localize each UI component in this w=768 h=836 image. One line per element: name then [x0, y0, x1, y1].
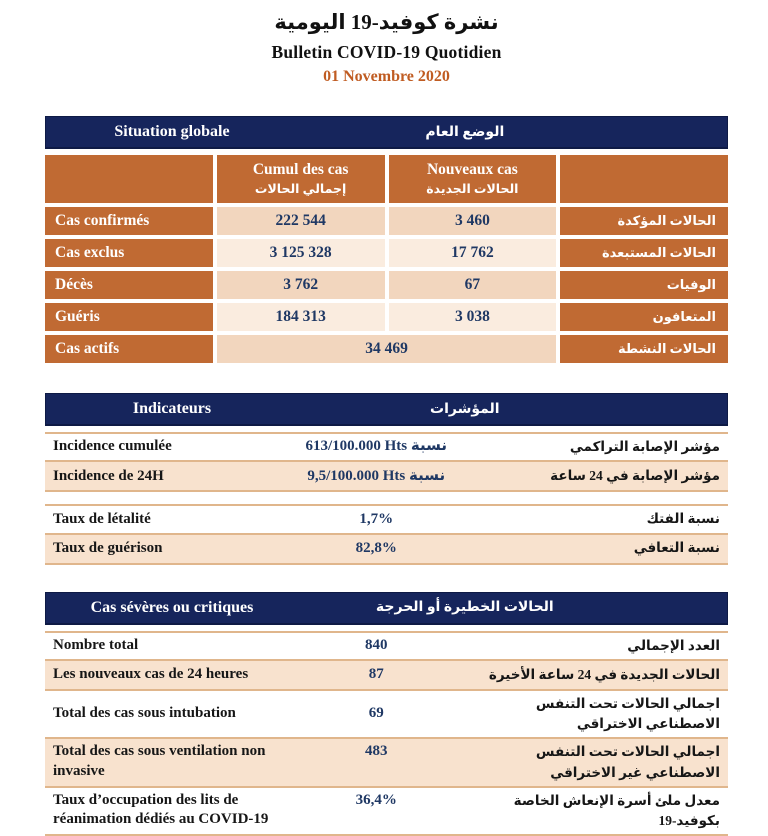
cell-cumul: 3 762 [217, 271, 385, 299]
row-label-fr: Guéris [45, 303, 213, 331]
row-label-fr: Cas exclus [45, 239, 213, 267]
row-incidence-24h [45, 462, 728, 492]
rows-group-gap [45, 492, 728, 504]
value-suffix-arabic: نسبة [409, 468, 445, 484]
row-label-ar: الحالات المستبعدة [560, 239, 728, 267]
row-label-ar: الحالات المؤكدة [560, 207, 728, 235]
section-header-situation [45, 116, 728, 149]
cell-nouveaux: 17 762 [389, 239, 557, 267]
section-header-indicateurs [45, 393, 728, 426]
row-nombre-total [45, 631, 728, 661]
row-label-fr: Incidence de 24H [45, 464, 298, 490]
row-label-fr: Nombre total [45, 633, 298, 659]
column-header-cumul-ar: إجمالي الحالات [217, 181, 385, 197]
page-title-french: Bulletin COVID-19 Quotidien [45, 42, 728, 63]
table-row-cas-actifs [45, 335, 728, 363]
row-value: 82,8% [298, 536, 455, 562]
cell-cumul: 184 313 [217, 303, 385, 331]
row-label-ar: مؤشر الإصابة التراكمي [455, 434, 728, 460]
row-label-ar: العدد الإجمالي [455, 633, 728, 659]
section-title-french: Situation globale [46, 117, 298, 147]
row-value [298, 464, 455, 490]
section-title-french: Cas sévères ou critiques [46, 593, 298, 623]
table-row-cas-exclus [45, 239, 728, 267]
row-label-ar: الوفيات [560, 271, 728, 299]
table-header-row [45, 155, 728, 203]
column-header-nouveaux-ar: الحالات الجديدة [389, 181, 557, 197]
row-label-ar: اجمالي الحالات تحت التنفس الاصطناعي غير الاختراقي [455, 739, 728, 786]
row-value: 36,4% [298, 788, 455, 814]
cell-actifs-value: 34 469 [217, 335, 557, 363]
row-label-fr: Les nouveaux cas de 24 heures [45, 662, 298, 688]
column-header-cumul-fr: Cumul des cas [217, 161, 385, 179]
row-label-ar: معدل ملئ أسرة الإنعاش الخاصة بكوفيد-19 [455, 788, 728, 835]
row-label-fr: Taux de guérison [45, 536, 298, 562]
row-value: 483 [298, 739, 455, 765]
row-value: 1,7% [298, 507, 455, 533]
table-row-gueris [45, 303, 728, 331]
cas-severes-rows [45, 631, 728, 836]
row-label-ar: اجمالي الحالات تحت التنفس الاصطناعي الاختراقي [455, 691, 728, 738]
document-header [45, 10, 728, 86]
cell-nouveaux: 3 038 [389, 303, 557, 331]
table-row-cas-confirmes [45, 207, 728, 235]
section-situation-globale [45, 116, 728, 367]
row-label-fr: Taux de létalité [45, 507, 298, 533]
situation-table [41, 151, 732, 367]
header-empty-left [45, 155, 213, 203]
row-nouveaux-cas-24h [45, 661, 728, 691]
row-ventilation-non-invasive [45, 739, 728, 788]
indicateurs-rows [45, 432, 728, 565]
row-taux-guerison [45, 535, 728, 565]
row-value: 69 [298, 701, 455, 727]
value-number: 9,5/100.000 Hts [307, 468, 405, 484]
row-label-fr: Cas actifs [45, 335, 213, 363]
row-incidence-cumulee [45, 432, 728, 462]
column-header-nouveaux-fr: Nouveaux cas [389, 161, 557, 179]
section-header-cas-severes [45, 592, 728, 625]
page-title-arabic: نشرة كوفيد-19 اليومية [45, 10, 728, 35]
bulletin-date: 01 Novembre 2020 [45, 68, 728, 86]
row-label-fr: Cas confirmés [45, 207, 213, 235]
row-label-ar: الحالات النشطة [560, 335, 728, 363]
section-cas-severes [45, 592, 728, 836]
cell-nouveaux: 67 [389, 271, 557, 299]
row-taux-letalite [45, 504, 728, 534]
column-header-nouveaux [389, 155, 557, 203]
header-empty-right [560, 155, 728, 203]
row-value: 87 [298, 662, 455, 688]
value-number: 613/100.000 Hts [305, 438, 407, 454]
row-label-ar: مؤشر الإصابة في 24 ساعة [455, 463, 728, 489]
row-label-ar: الحالات الجديدة في 24 ساعة الأخيرة [455, 662, 728, 688]
column-header-cumul [217, 155, 385, 203]
row-label-fr: Décès [45, 271, 213, 299]
cell-cumul: 222 544 [217, 207, 385, 235]
section-title-arabic: المؤشرات [339, 394, 591, 424]
value-suffix-arabic: نسبة [411, 438, 447, 454]
row-label-fr: Taux d’occupation des lits de réanimation dédiés au COVID-19 [45, 788, 298, 833]
section-title-french: Indicateurs [46, 394, 298, 424]
row-label-ar: المتعافون [560, 303, 728, 331]
cell-nouveaux: 3 460 [389, 207, 557, 235]
row-label-ar: نسبة الفتك [455, 506, 728, 532]
row-label-fr: Incidence cumulée [45, 434, 298, 460]
section-title-arabic: الوضع العام [339, 117, 591, 147]
row-value: 840 [298, 633, 455, 659]
row-label-ar: نسبة التعافي [455, 535, 728, 561]
cell-cumul: 3 125 328 [217, 239, 385, 267]
section-title-arabic: الحالات الخطيرة أو الحرجة [339, 593, 591, 623]
row-label-fr: Total des cas sous ventilation non invasive [45, 739, 298, 784]
section-indicateurs [45, 393, 728, 565]
row-value [298, 434, 455, 460]
table-row-deces [45, 271, 728, 299]
row-label-fr: Total des cas sous intubation [45, 701, 298, 727]
row-cas-intubation [45, 691, 728, 740]
